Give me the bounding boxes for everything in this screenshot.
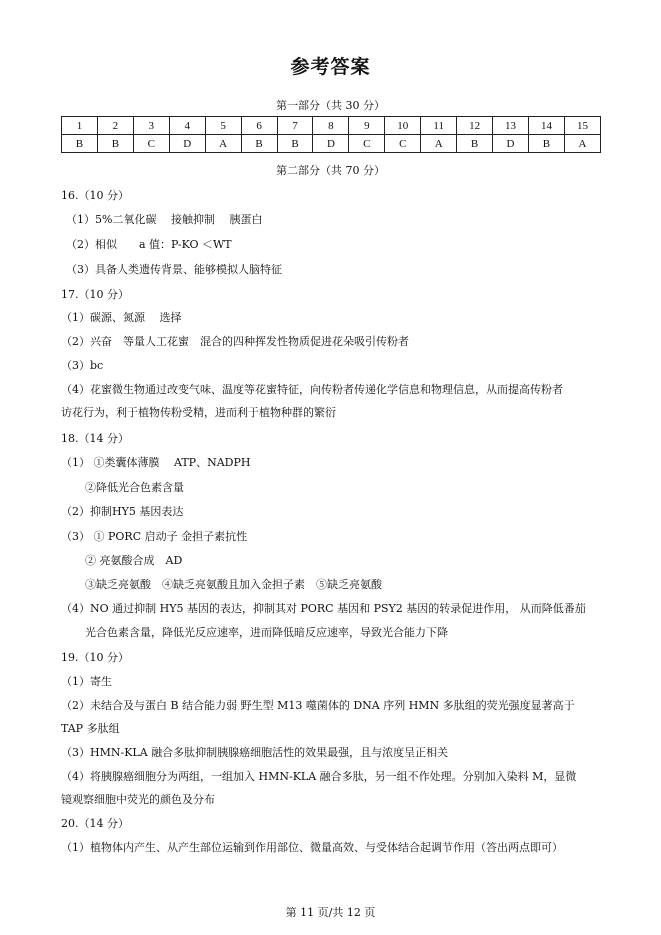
answer-cell: B xyxy=(528,135,564,153)
answer-line: （2）兴奋 等量人工花蜜 混合的四种挥发性物质促进花朵吸引传粉者 xyxy=(61,335,409,348)
question-number: 9 xyxy=(349,117,385,135)
question-number: 2 xyxy=(97,117,133,135)
answer-cell: D xyxy=(493,135,529,153)
question-number: 6 xyxy=(241,117,277,135)
question-number: 5 xyxy=(205,117,241,135)
answer-cell: A xyxy=(421,135,457,153)
question-number: 3 xyxy=(133,117,169,135)
answer-line: （1）植物体内产生、从产生部位运输到作用部位、微量高效、与受体结合起调节作用（答出两点即可） xyxy=(61,841,563,854)
answer-line: （3）HMN-KLA 融合多肽抑制胰腺癌细胞活性的效果最强，且与浓度呈正相关 xyxy=(61,746,449,759)
q19-heading: 19.（10 分） xyxy=(61,651,129,664)
answer-cell: A xyxy=(564,135,600,153)
q17-heading: 17.（10 分） xyxy=(61,288,129,301)
question-number-row xyxy=(62,117,601,135)
q20-heading: 20.（14 分） xyxy=(61,817,129,830)
answer-line: （1） ①类囊体薄膜 ATP、NADPH xyxy=(61,456,251,469)
part1-heading: 第一部分（共 30 分） xyxy=(276,99,385,112)
answer-line: （1）寄生 xyxy=(61,675,112,688)
question-number: 15 xyxy=(564,117,600,135)
q18-heading: 18.（14 分） xyxy=(61,432,129,445)
question-number: 14 xyxy=(528,117,564,135)
answer-line: 访花行为，利于植物传粉受精，进而利于植物种群的繁衍 xyxy=(61,406,336,419)
answer-line: （1）碳源、氮源 选择 xyxy=(61,311,182,324)
answer-cell: B xyxy=(277,135,313,153)
page-footer: 第 11 页/共 12 页 xyxy=(285,906,376,919)
answer-cell: A xyxy=(205,135,241,153)
answer-line: （2）抑制HY5 基因表达 xyxy=(61,505,184,518)
answer-row xyxy=(62,135,601,153)
answer-cell: B xyxy=(457,135,493,153)
answer-line: TAP 多肽组 xyxy=(61,722,120,735)
answer-cell: B xyxy=(241,135,277,153)
answer-line: （4）花蜜微生物通过改变气味、温度等花蜜特征，向传粉者传递化学信息和物理信息，从而提高传粉者 xyxy=(61,383,563,396)
page-title: 参考答案 xyxy=(290,56,371,78)
answer-line: ②降低光合色素含量 xyxy=(85,481,184,494)
answer-line: （2）未结合及与蛋白 B 结合能力弱 野生型 M13 噬菌体的 DNA 序列 HMN 多肽组的荧光强度显著高于 xyxy=(61,699,575,712)
question-number: 4 xyxy=(169,117,205,135)
answer-line: 光合色素含量，降低光反应速率，进而降低暗反应速率，导致光合能力下降 xyxy=(85,626,448,639)
answer-line: 镜观察细胞中荧光的颜色及分布 xyxy=(61,793,215,806)
answer-line: （4）将胰腺癌细胞分为两组，一组加入 HMN-KLA 融合多肽，另一组不作处理。分别加入染料 M，显微 xyxy=(61,770,577,783)
answer-cell: D xyxy=(313,135,349,153)
answer-cell: B xyxy=(97,135,133,153)
question-number: 11 xyxy=(421,117,457,135)
answer-cell: D xyxy=(169,135,205,153)
q16-heading: 16.（10 分） xyxy=(61,189,129,202)
answer-line: （3）bc xyxy=(61,359,104,372)
answer-line: ③缺乏亮氨酸 ④缺乏亮氨酸且加入金担子素 ⑤缺乏亮氨酸 xyxy=(85,578,382,591)
answer-table xyxy=(61,116,601,153)
answer-line: （4）NO 通过抑制 HY5 基因的表达，抑制其对 PORC 基因和 PSY2 基因的转录促进作用， 从而降低番茄 xyxy=(61,602,586,615)
answer-cell: B xyxy=(62,135,98,153)
answer-line: （3）具备人类遗传背景、能够模拟人脑特征 xyxy=(66,263,282,276)
answer-line: （3） ① PORC 启动子 金担子素抗性 xyxy=(61,530,248,543)
question-number: 7 xyxy=(277,117,313,135)
question-number: 1 xyxy=(62,117,98,135)
question-number: 12 xyxy=(457,117,493,135)
answer-line: （1）5%二氧化碳 接触抑制 胰蛋白 xyxy=(66,213,263,226)
answer-line: ② 亮氨酸合成 AD xyxy=(85,554,183,567)
question-number: 10 xyxy=(385,117,421,135)
answer-line: （2）相似 a 值：P-KO ＜WT xyxy=(66,238,232,251)
question-number: 13 xyxy=(493,117,529,135)
answer-cell: C xyxy=(349,135,385,153)
question-number: 8 xyxy=(313,117,349,135)
answer-cell: C xyxy=(385,135,421,153)
answer-cell: C xyxy=(133,135,169,153)
part2-heading: 第二部分（共 70 分） xyxy=(276,164,385,177)
